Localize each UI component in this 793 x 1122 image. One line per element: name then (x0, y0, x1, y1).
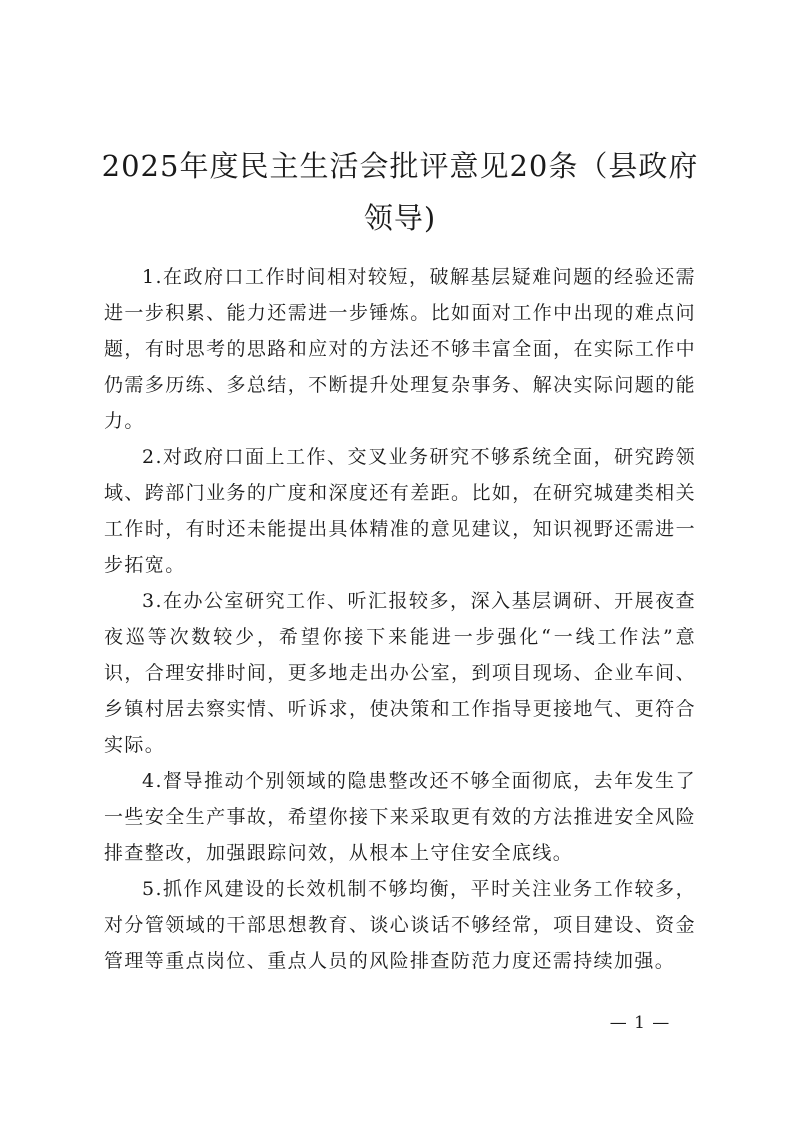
document-title: 2025年度民主生活会批评意见20条（县政府领导) (101, 149, 699, 235)
paragraph-4: 4.督导推动个别领域的隐患整改还不够全面彻底，去年发生了一些安全生产事故，希望你接下来采取更有效的方法推进安全风险排查整改，加强跟踪问效，从根本上守住安全底线。 (104, 770, 696, 864)
paragraph-2: 2.对政府口面上工作、交叉业务研究不够系统全面，研究跨领域、跨部门业务的广度和深度还有差距。比如，在研究城建类相关工作时，有时还未能提出具体精准的意见建议，知识视野还需进一步拓宽。 (104, 446, 696, 576)
paragraph-5: 5.抓作风建设的长效机制不够均衡，平时关注业务工作较多，对分管领域的干部思想教育、谈心谈话不够经常，项目建设、资金管理等重点岗位、重点人员的风险排查防范力度还需持续加强。 (104, 878, 696, 972)
document-body (104, 259, 696, 979)
page-number: — 1 — (609, 1013, 671, 1033)
paragraph-1: 1.在政府口工作时间相对较短，破解基层疑难问题的经验还需进一步积累、能力还需进一步锤炼。比如面对工作中出现的难点问题，有时思考的思路和应对的方法还不够丰富全面，在实际工作中仍需多历练、多总结，不断提升处理复杂事务、解决实际问题的能力。 (104, 266, 696, 432)
paragraph-3: 3.在办公室研究工作、听汇报较多，深入基层调研、开展夜查夜巡等次数较少，希望你接下来能进一步强化“一线工作法”意识，合理安排时间，更多地走出办公室，到项目现场、企业车间、乡镇村居去察实情、听诉求，使决策和工作指导更接地气、更符合实际。 (104, 590, 696, 756)
